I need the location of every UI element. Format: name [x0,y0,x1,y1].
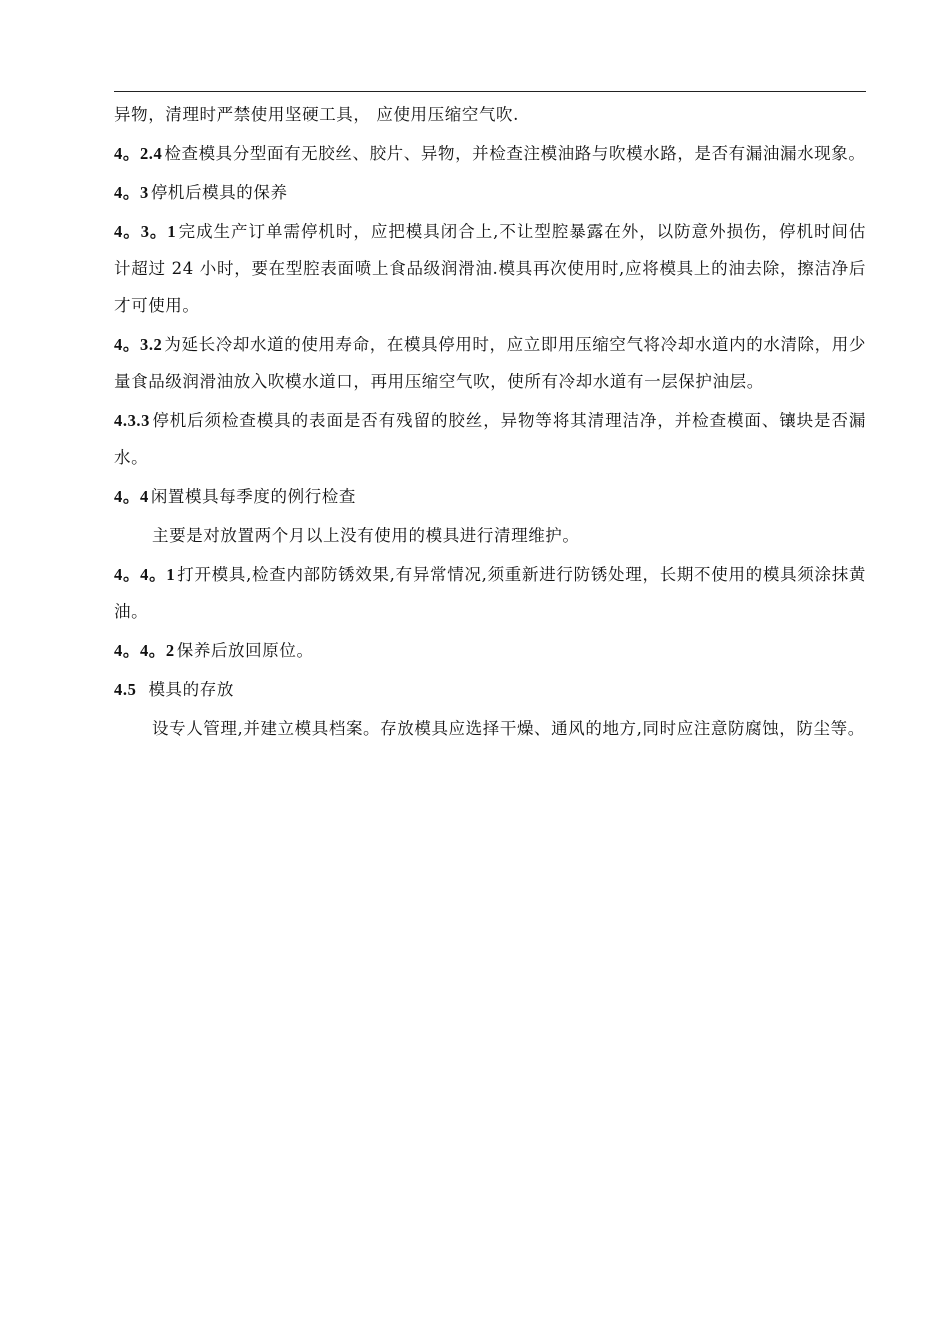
section-number: 4.3.3 [114,411,150,430]
heading-text: 停机后模具的保养 [150,183,288,202]
document-page [114,91,866,749]
section-number: 4。3.2 [114,335,163,354]
header-rule [114,91,866,92]
paragraph-4-2-4 [114,135,866,172]
paragraph-text: 检查模具分型面有无胶丝、胶片、异物，并检查注模油路与吹模水路，是否有漏油漏水现象。 [164,144,866,163]
paragraph-intro-4-5 [114,710,866,747]
heading-4-4 [114,478,866,515]
paragraph-4-3-2 [114,326,866,400]
paragraph-text: 打开模具,检查内部防锈效果,有异常情况,须重新进行防锈处理，长期不使用的模具须涂抹黄油。 [114,565,867,621]
heading-text: 模具的存放 [148,680,234,699]
paragraph-text: 完成生产订单需停机时，应把模具闭合上,不让型腔暴露在外，以防意外损伤，停机时间估计超过 24 小时，要在型腔表面喷上食品级润滑油.模具再次使用时,应将模具上的油去除，擦洁净后才可使用。 [114,222,866,315]
paragraph-4-3-3 [114,402,866,476]
paragraph-text: 设专人管理,并建立模具档案。存放模具应选择干燥、通风的地方,同时应注意防腐蚀，防尘等。 [152,719,865,738]
section-number: 4.5 [114,680,137,699]
paragraph-text: 保养后放回原位。 [176,641,314,660]
paragraph-continuation [114,96,866,133]
heading-text: 闲置模具每季度的例行检查 [150,487,357,506]
section-number: 4。3。1 [114,222,177,241]
section-number: 4。4。1 [114,565,176,584]
heading-4-5 [114,671,866,708]
paragraph-4-4-2 [114,632,866,669]
paragraph-text: 停机后须检查模具的表面是否有残留的胶丝，异物等将其清理洁净，并检查模面、镶块是否漏水。 [114,411,866,467]
paragraph-text: 为延长冷却水道的使用寿命，在模具停用时，应立即用压缩空气将冷却水道内的水清除，用少量食品级润滑油放入吹模水道口，再用压缩空气吹，使所有冷却水道有一层保护油层。 [114,335,866,391]
section-number: 4。2.4 [114,144,163,163]
paragraph-text: 主要是对放置两个月以上没有使用的模具进行清理维护。 [152,526,580,545]
paragraph-4-3-1 [114,213,866,324]
paragraph-4-4-1 [114,556,866,630]
section-number: 4。4。2 [114,641,175,660]
paragraph-intro-4-4 [114,517,866,554]
section-number: 4。4 [114,487,149,506]
heading-4-3 [114,174,866,211]
paragraph-text: 异物，清理时严禁使用坚硬工具， 应使用压缩空气吹. [114,105,519,124]
section-number: 4。3 [114,183,149,202]
